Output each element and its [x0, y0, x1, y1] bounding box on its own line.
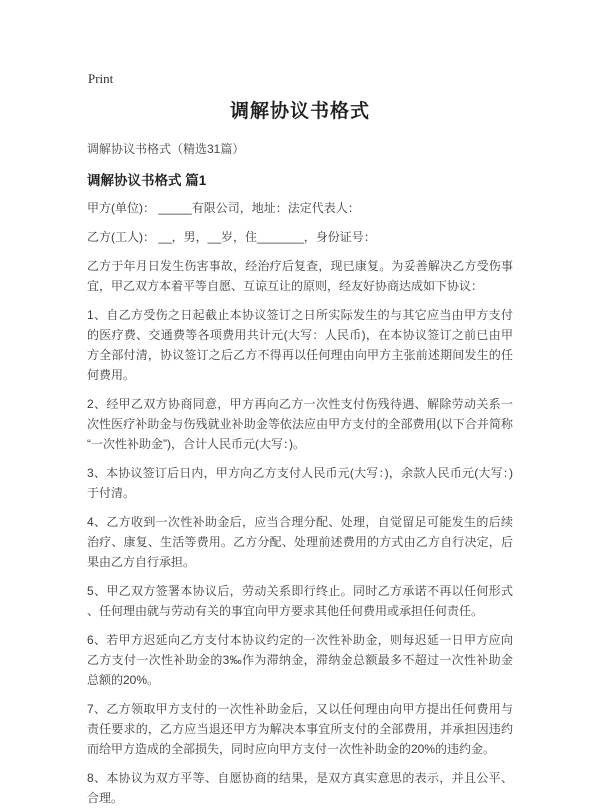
document-body	[87, 198, 513, 808]
paragraph: 6、若甲方迟延向乙方支付本协议约定的一次性补助金，则每迟延一日甲方应向乙方支付一次性补助金的3‰作为滞纳金，滞纳金总额最多不超过一次性补助金总额的20%。	[87, 633, 513, 687]
subtitle: 调解协议书格式（精选31篇）	[87, 142, 245, 156]
paragraph: 2、经甲乙双方协商同意，甲方再向乙方一次性支付伤残待遇、解除劳动关系一次性医疗补助金与伤残就业补助金等依法应由甲方支付的全部费用(以下合并简称“一次性补助金”)，合计人民币元(大写：)。	[87, 397, 513, 451]
paragraph: 4、乙方收到一次性补助金后，应当合理分配、处理，自觉留足可能发生的后续治疗、康复、生活等费用。乙方分配、处理前述费用的方式由乙方自行决定，后果由乙方自行承担。	[87, 515, 513, 569]
section-heading: 调解协议书格式 篇1	[87, 173, 207, 188]
print-link[interactable]: Print	[88, 71, 114, 86]
paragraph: 7、乙方领取甲方支付的一次性补助金后，又以任何理由向甲方提出任何费用与责任要求的，乙方应当退还甲方为解决本事宜所支付的全部费用，并承担因违约而给甲方造成的全部损失，同时应向甲方支付一次性补助金的20%的违约金。	[87, 702, 513, 756]
paragraph: 甲方(单位)： _____有限公司，地址：法定代表人：	[87, 201, 360, 215]
paragraph: 乙方于年月日发生伤害事故，经治疗后复查，现已康复。为妥善解决乙方受伤事宜，甲乙双方本着平等自愿、互谅互让的原则，经友好协商达成如下协议：	[87, 259, 513, 293]
paragraph: 3、本协议签订后日内，甲方向乙方支付人民币元(大写：)，余款人民币元(大写：)于付清。	[87, 466, 513, 500]
paragraph: 5、甲乙双方签署本协议后，劳动关系即行终止。同时乙方承诺不再以任何形式、任何理由就与劳动有关的事宜向甲方要求其他任何费用或承担任何责任。	[87, 584, 513, 618]
document-page	[87, 0, 513, 808]
paragraph: 1、自乙方受伤之日起截止本协议签订之日所实际发生的与其它应当由甲方支付的医疗费、交通费等各项费用共计元(大写：人民币)，在本协议签订之前已由甲方全部付清，协议签订之后乙方不得再以任何理由向甲方主张前述期间发生的任何费用。	[87, 308, 513, 382]
page-title: 调解协议书格式	[229, 101, 370, 122]
paragraph: 乙方(工人)： __，男，__岁，住_______，身份证号：	[87, 230, 376, 244]
paragraph: 8、本协议为双方平等、自愿协商的结果，是双方真实意思的表示，并且公平、合理。	[87, 771, 513, 805]
